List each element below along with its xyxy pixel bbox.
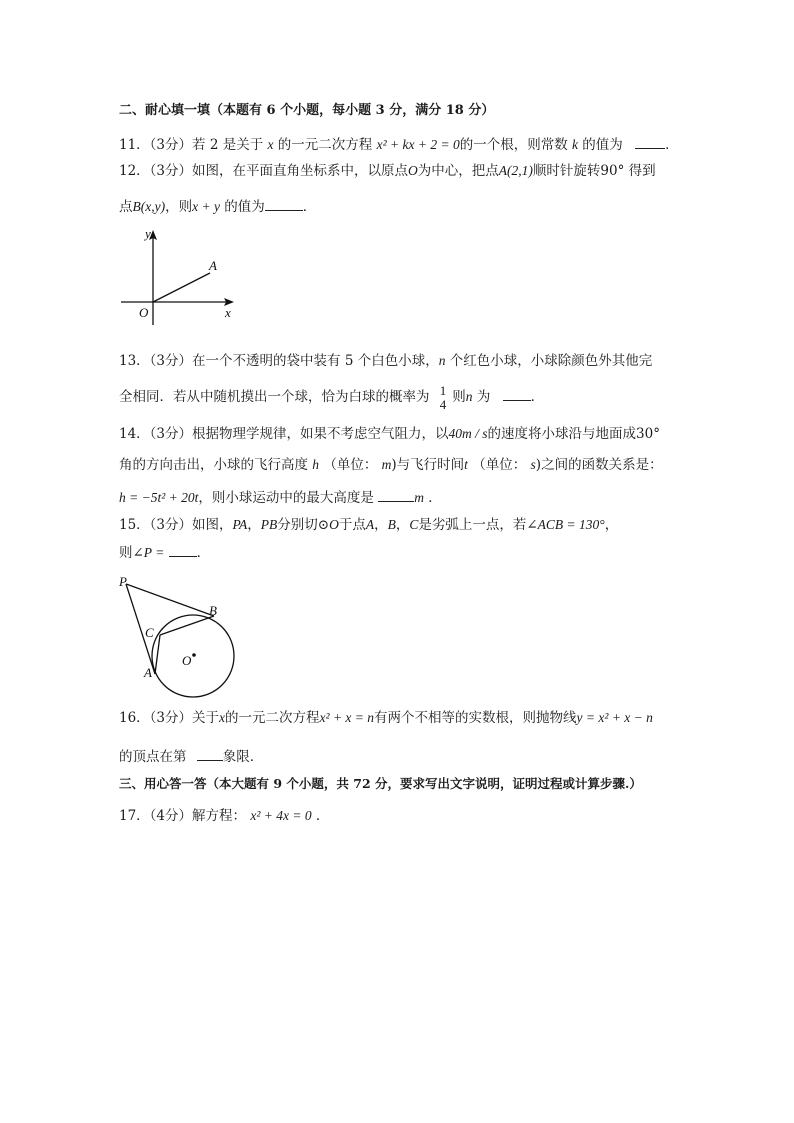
label-A: A [209, 258, 217, 273]
question-12-line-2: 点B(x,y)，则x + y 的值为 ． [119, 196, 316, 216]
question-16-line-2: 的顶点在第 象限． [119, 746, 263, 766]
question-15-line-2: 则∠P = ． [119, 542, 210, 562]
question-13-line-2: 全相同．若从中随机摸出一个球，恰为白球的概率为 1 4 则n 为 ． [119, 383, 545, 412]
label-C: C [145, 625, 154, 640]
question-14-line-3: h = −5t² + 20t，则小球运动中的最大高度是 m ． [119, 487, 442, 507]
chord-CB [160, 616, 214, 635]
center-dot [192, 653, 196, 657]
parabola: y = x² + x − n [576, 710, 653, 725]
label-x: x [225, 305, 231, 320]
answer-blank[interactable] [265, 196, 303, 211]
answer-blank[interactable] [169, 542, 197, 557]
question-number: 16．（3分） [119, 710, 193, 726]
chord-CA [155, 635, 160, 674]
tangent-PB [126, 584, 214, 616]
question-16: 16．（3分）关于x的一元二次方程x² + x = n有两个不相等的实数根，则抛物线y = x² + x − n [119, 710, 653, 726]
question-13: 13．（3分）在一个不透明的袋中装有 5 个白色小球，n 个红色小球，小球除颜色外其他完 [119, 353, 653, 369]
question-11: 11．（3分）若 2 是关于 x 的一元二次方程 x² + kx + 2 = 0的一个根，则常数 k 的值为 ． [119, 134, 679, 154]
question-15: 15．（3分）如图，PA，PB分别切⊙O于点A，B，C是劣弧上一点，若∠ACB = 130°， [119, 517, 619, 533]
question-number: 17．（4分） [119, 808, 193, 824]
question-number: 13．（3分） [119, 353, 193, 369]
label-P: P [119, 574, 127, 589]
section-3-title: 三、用心答一答（本大题有 9 个小题，共 72 分，要求写出文字说明，证明过程或计算步骤.） [119, 776, 642, 791]
answer-blank[interactable] [635, 134, 665, 149]
question-number: 11．（3分） [119, 137, 193, 153]
probability-fraction: 1 4 [439, 383, 447, 412]
equation: x² + kx + 2 = 0 [376, 137, 460, 152]
section-2-title: 二、耐心填一填（本题有 6 个小题，每小题 3 分，满分 18 分） [119, 103, 495, 118]
question-14-line-2: 角的方向击出，小球的飞行高度 h （单位： m)与飞行时间t （单位： s)之间的函数关系是： [119, 457, 663, 473]
segment-OA [153, 273, 210, 302]
label-B: B [209, 603, 217, 618]
equation: x² + 4x = 0 [250, 808, 312, 823]
label-A: A [144, 665, 152, 680]
coordinate-figure [115, 225, 245, 325]
equation: x² + x = n [319, 710, 375, 725]
question-number: 15．（3分） [119, 517, 193, 533]
question-14: 14．（3分）根据物理学规律，如果不考虑空气阻力，以40m / s的速度将小球沿与地面成30° [119, 426, 660, 442]
question-number: 14．（3分） [119, 426, 193, 442]
tangent-circle-figure [115, 572, 245, 702]
answer-blank[interactable] [197, 746, 223, 761]
question-12: 12．（3分）如图，在平面直角坐标系中，以原点O为中心，把点A(2,1)顺时针旋转90° 得到 [119, 163, 656, 179]
answer-blank[interactable] [503, 386, 531, 401]
question-17: 17．（4分）解方程： x² + 4x = 0 ． [119, 808, 330, 824]
label-y: y [145, 226, 151, 241]
label-O: O [139, 305, 149, 320]
equation: h = −5t² + 20t [119, 490, 199, 505]
answer-blank[interactable] [378, 487, 414, 502]
label-O: O [182, 653, 192, 668]
question-number: 12．（3分） [119, 163, 193, 179]
